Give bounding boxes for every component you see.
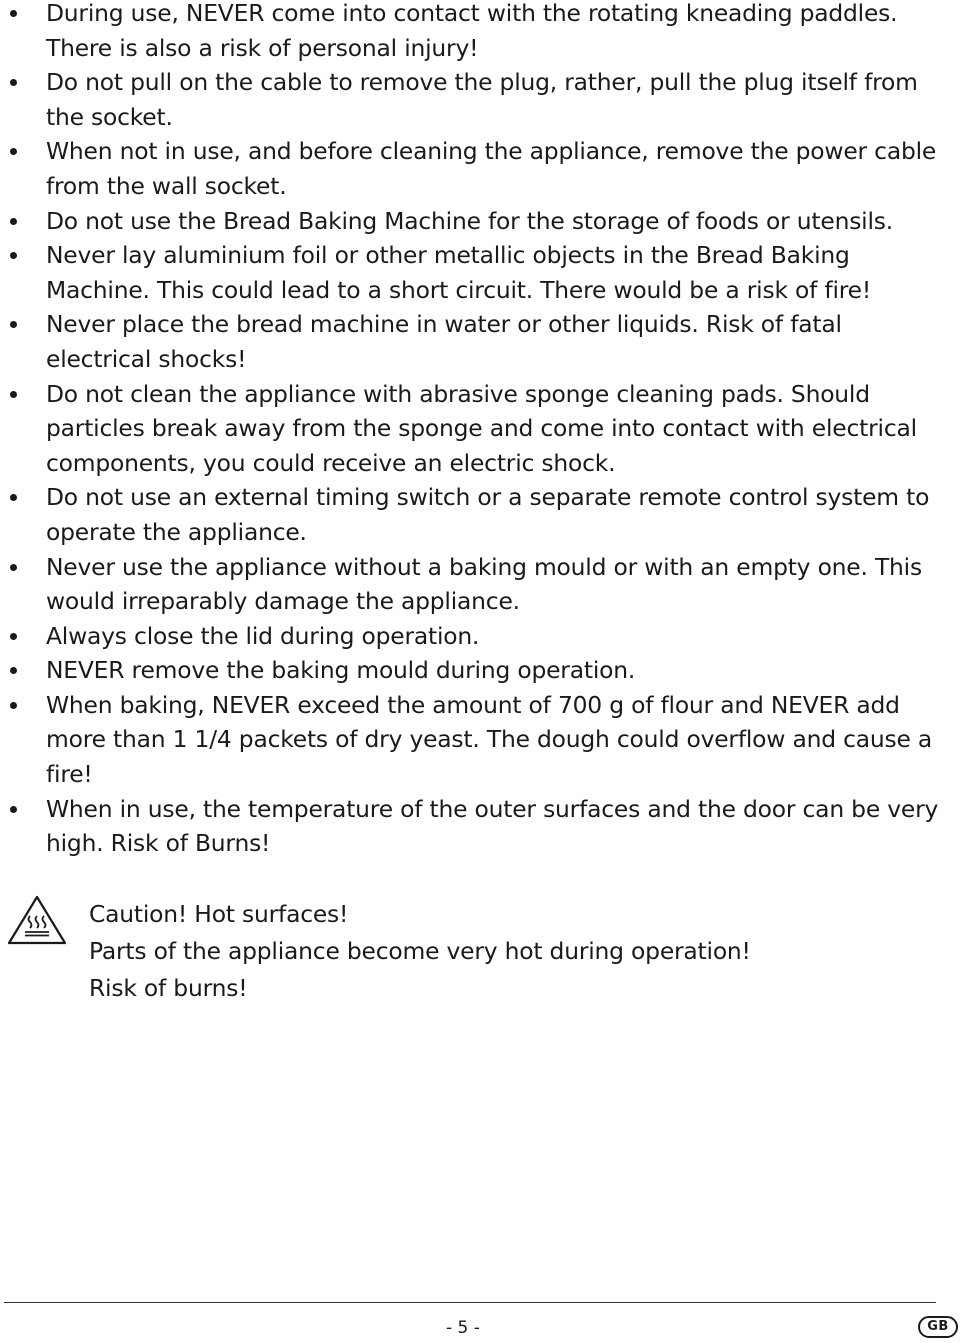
bullet-icon [10,564,17,571]
list-item-text: Never place the bread machine in water or other liquids. Risk of fatal electrical shocks! [46,310,842,373]
bullet-icon [10,10,17,17]
bullet-icon [10,391,17,398]
caution-detail: Parts of the appliance become very hot during operation! [89,937,751,965]
list-item [10,688,940,792]
list-item [10,134,940,203]
list-item [10,377,940,481]
bullet-icon [10,148,17,155]
list-item [10,619,940,654]
list-item [10,792,940,861]
bullet-icon [10,218,17,225]
list-item-text: NEVER remove the baking mould during operation. [46,656,636,685]
bullet-icon [10,667,17,674]
list-item-text: Do not use an external timing switch or a separate remote control system to operate the appliance. [46,483,930,546]
list-item-text: When in use, the temperature of the outer surfaces and the door can be very high. Risk of Burns! [46,794,939,858]
hot-surface-caution [0,894,960,1014]
list-item [10,204,940,239]
list-item [10,307,940,376]
page-number: - 5 - [446,1318,480,1338]
list-item-text: Do not clean the appliance with abrasive sponge cleaning pads. Should particles break away from the sponge and come into contact with electrical components, you could receive an electric shock. [46,379,917,477]
language-badge: GB [918,1316,958,1338]
bullet-icon [10,806,17,813]
bullet-icon [10,702,17,709]
list-item [10,480,940,549]
list-item [10,65,940,134]
caution-risk: Risk of burns! [89,974,248,1002]
hot-surface-warning-icon [6,894,68,946]
list-item [10,0,940,65]
bullet-icon [10,494,17,501]
safety-instructions-list [10,0,940,861]
list-item-text: When baking, NEVER exceed the amount of 700 g of flour and NEVER add more than 1 1/4 packets of dry yeast. The dough could overflow and cause a fire! [46,690,933,789]
bullet-icon [10,79,17,86]
footer-divider [4,1302,936,1303]
list-item-text: Never lay aluminium foil or other metallic objects in the Bread Baking Machine. This could lead to a short circuit. There would be a risk of fire! [46,241,872,304]
list-item-text: Do not use the Bread Baking Machine for the storage of foods or utensils. [46,206,893,235]
list-item-text: During use, NEVER come into contact with the rotating kneading paddles. There is also a risk of personal injury! [46,0,898,62]
list-item-text: Do not pull on the cable to remove the plug, rather, pull the plug itself from the socket. [46,68,918,131]
bullet-icon [10,633,17,640]
list-item-text: Never use the appliance without a baking mould or with an empty one. This would irreparably damage the appliance. [46,552,922,616]
list-item [10,550,940,619]
bullet-icon [10,321,17,328]
bullet-icon [10,252,17,259]
caution-text [89,896,751,1007]
list-item [10,653,940,688]
list-item-text: Always close the lid during operation. [46,621,480,650]
list-item-text: When not in use, and before cleaning the appliance, remove the power cable from the wall socket. [46,137,937,200]
list-item [10,238,940,307]
caution-title: Caution! Hot surfaces! [89,900,349,928]
